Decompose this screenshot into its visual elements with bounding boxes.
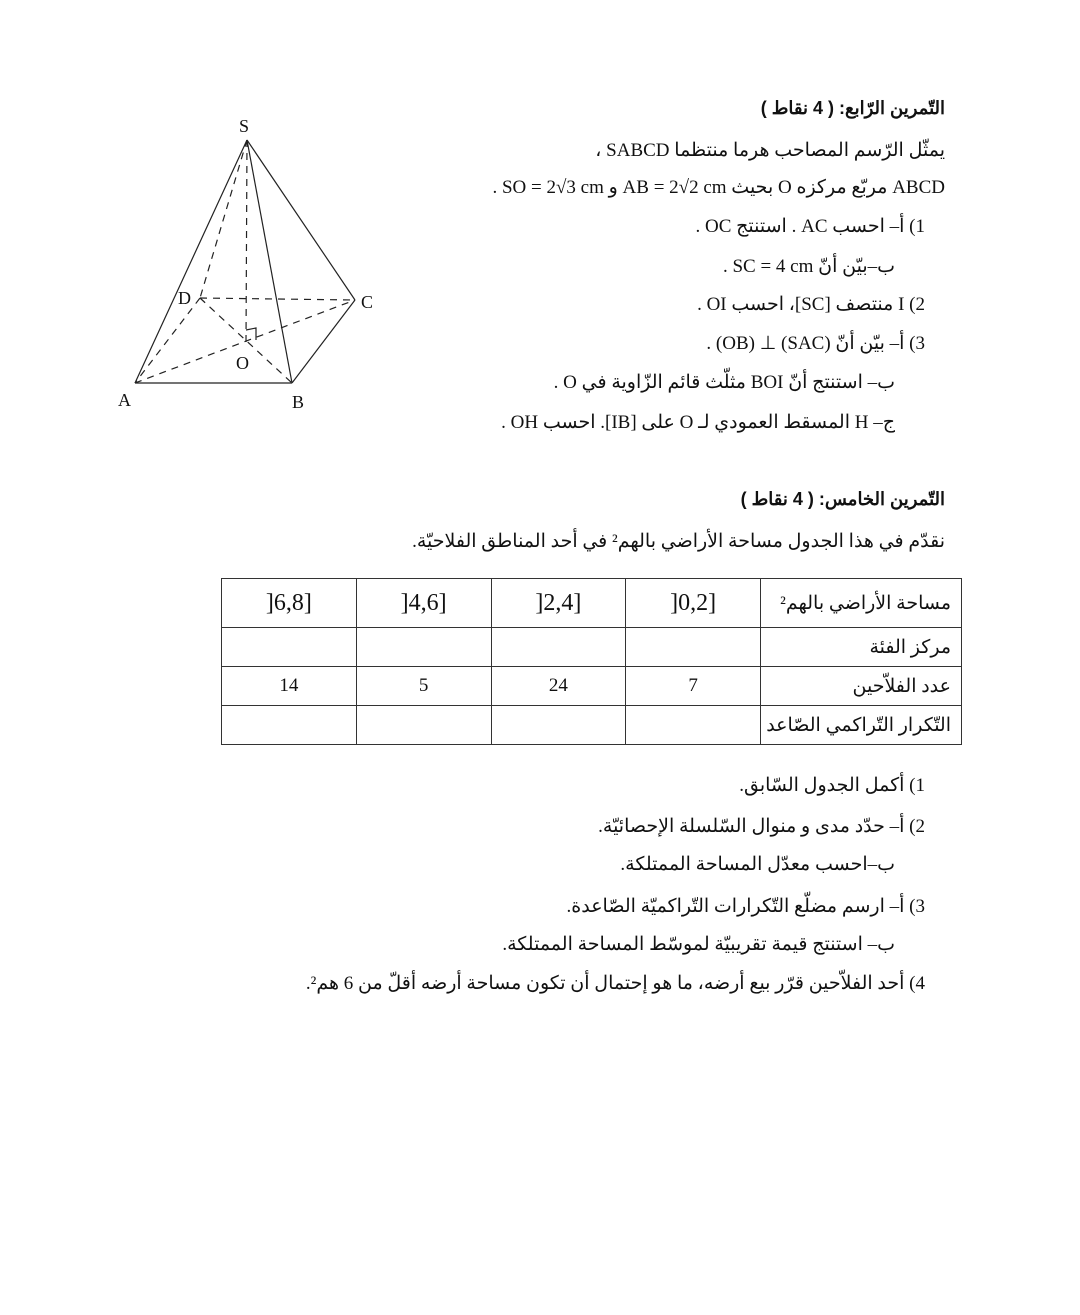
label-o: O xyxy=(236,353,249,373)
row-header: مركز الفئة xyxy=(761,628,962,667)
table-cell xyxy=(491,706,626,745)
table-cell: [6,8[ xyxy=(222,579,357,628)
table-cell: 24 xyxy=(491,667,626,706)
table-cell xyxy=(222,706,357,745)
exercise5-question: 3) أ– ارسم مضلّع التّكرارات التّراكميّة الصّاعدة. xyxy=(566,896,925,917)
table-cell xyxy=(356,706,491,745)
exercise5-question: ب– استنتج قيمة تقريبيّة لموسّط المساحة الممتلكة. xyxy=(502,934,895,955)
table-row xyxy=(222,628,962,667)
right-angle-mark xyxy=(246,328,256,340)
exercise4-question: ب– استنتج أنّ BOI مثلّث قائم الزّاوية في O . xyxy=(553,372,895,393)
exercise4-question: 2) I منتصف [SC]، احسب OI . xyxy=(697,294,925,315)
exercise5-question: ب–احسب معدّل المساحة الممتلكة. xyxy=(620,854,895,875)
label-a: A xyxy=(118,390,131,410)
table-row xyxy=(222,706,962,745)
exercise4-question: 3) أ– بيّن أنّ (SAC) ⊥ (OB) . xyxy=(706,333,925,354)
pyramid-figure xyxy=(0,0,420,430)
exercise4-question: 1) أ– احسب AC . استنتج OC . xyxy=(695,216,925,237)
label-b: B xyxy=(292,392,305,412)
table-cell: 14 xyxy=(222,667,357,706)
table-cell: 7 xyxy=(626,667,761,706)
label-s: S xyxy=(239,116,250,136)
table-cell xyxy=(626,706,761,745)
row-header: التّكرار التّراكمي الصّاعد xyxy=(761,706,962,745)
table-row xyxy=(222,667,962,706)
exercise5-title: التّمرين الخامس: ( 4 نقاط ) xyxy=(740,489,945,509)
row-header: عدد الفلاّحين xyxy=(761,667,962,706)
row-header: مساحة الأراضي بالهم² xyxy=(761,579,962,628)
edge-sa xyxy=(135,140,247,383)
table-cell xyxy=(356,628,491,667)
exercise4-line: ABCD مربّع مركزه O بحيث AB = 2√2 cm و SO = 2√3 cm . xyxy=(492,177,945,198)
exercise5-question: 4) أحد الفلاّحين قرّر بيع أرضه، ما هو إحتمال أن تكون مساحة أرضه أقلّ من 6 هم². xyxy=(305,973,925,994)
exercise4-line: يمثّل الرّسم المصاحب هرما منتظما SABCD ، xyxy=(595,140,945,161)
label-c: C xyxy=(361,292,374,312)
exercise4-question: ب–بيّن أنّ SC = 4 cm . xyxy=(722,256,895,277)
edge-sc xyxy=(247,140,355,300)
edge-sd xyxy=(200,140,247,298)
edge-dc xyxy=(200,298,355,300)
edge-sb xyxy=(247,140,292,383)
frequency-table xyxy=(221,578,962,745)
height-so xyxy=(246,140,247,342)
table-cell xyxy=(626,628,761,667)
exercise5-intro: نقدّم في هذا الجدول مساحة الأراضي بالهم² في أحد المناطق الفلاحيّة. xyxy=(412,531,945,552)
exercise4-question: ج– H المسقط العمودي لـ O على [IB]. احسب OH . xyxy=(501,412,895,433)
label-d: D xyxy=(178,288,191,308)
table-cell: 5 xyxy=(356,667,491,706)
exercise5-question: 2) أ– حدّد مدى و منوال السّلسلة الإحصائيّة. xyxy=(598,816,925,837)
table-cell: [0,2[ xyxy=(626,579,761,628)
table-cell xyxy=(222,628,357,667)
table-cell xyxy=(491,628,626,667)
exercise4-title: التّمرين الرّابع: ( 4 نقاط ) xyxy=(760,98,945,118)
table-cell: [4,6[ xyxy=(356,579,491,628)
table-row xyxy=(222,579,962,628)
edge-da xyxy=(135,298,200,383)
exercise5-question: 1) أكمل الجدول السّابق. xyxy=(739,775,925,796)
table-cell: [2,4[ xyxy=(491,579,626,628)
